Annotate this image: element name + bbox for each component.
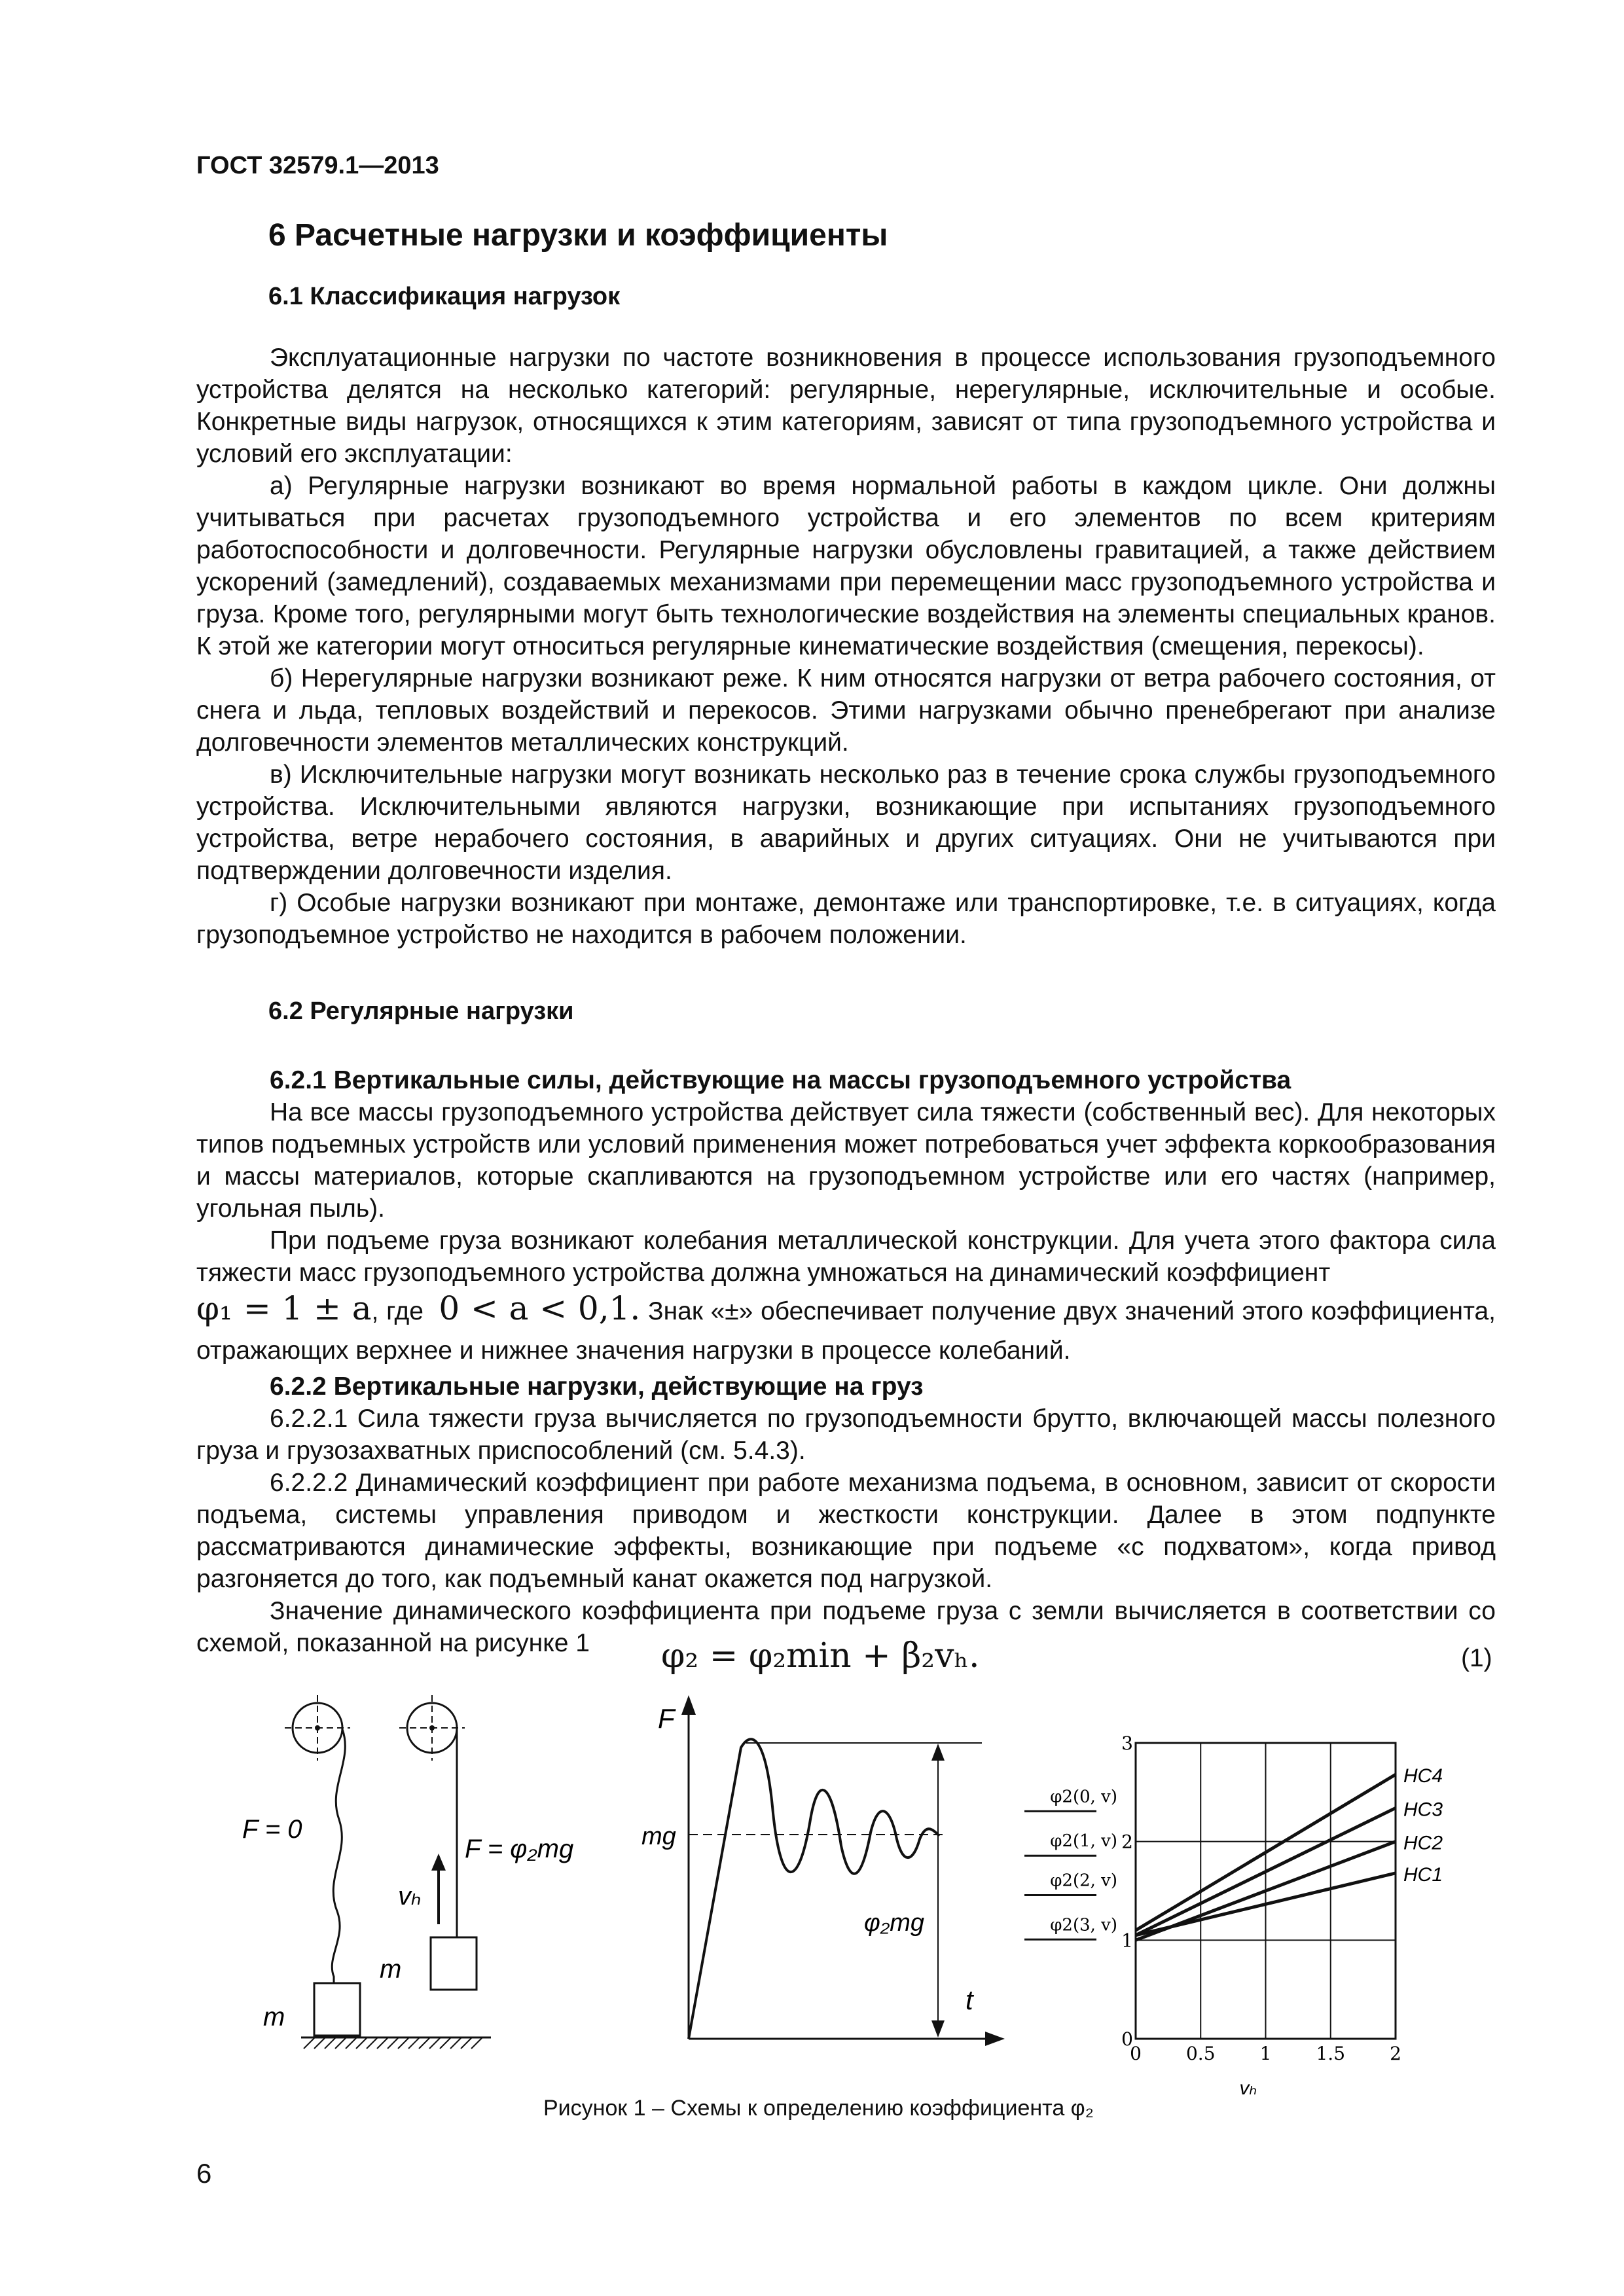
clause-title: 6.2.1 Вертикальные силы, действующие на массы грузоподъемного устройства xyxy=(270,1066,1291,1094)
inline-formula: 0 < a < 0,1. xyxy=(439,1289,641,1327)
series-label: HC3 xyxy=(1403,1799,1443,1821)
paragraph: При подъеме груза возникают колебания металлической конструкции. Для учета этого фактора сила тяжести масс грузоподъемного устройства должна умножаться на динамический коэффициент xyxy=(196,1227,1496,1287)
arrow-down-icon xyxy=(931,2020,945,2037)
label-f0: F = 0 xyxy=(242,1815,302,1844)
x-tick-label: 0.5 xyxy=(1185,2043,1216,2064)
paragraph: 6.2.2.2 Динамический коэффициент при работе механизма подъема, в основном, зависит от скорости подъема, системы управления приводом и жесткости конструкции. Далее в этом подпункте рассматриваются динамические эффекты, возникающие при подъеме «с подхватом», когда привод разгоняется до того, как подъемный канат окажется под нагрузкой. xyxy=(196,1469,1496,1593)
x-tick-label: 0 xyxy=(1130,2043,1142,2064)
subsection-title: 6.1 Классификация нагрузок xyxy=(268,283,621,310)
series-label: HC2 xyxy=(1403,1832,1443,1854)
level-label-phi: φ₂mg xyxy=(864,1909,925,1937)
clause-title: 6.2.2 Вертикальные нагрузки, действующие на груз xyxy=(270,1372,924,1401)
row-label: φ2(2, v) xyxy=(1050,1871,1117,1891)
page-number: 6 xyxy=(196,2158,212,2189)
figure-1 xyxy=(242,1676,1558,2099)
row-label: φ2(1, v) xyxy=(1050,1831,1117,1852)
ground-hatch xyxy=(304,2038,482,2049)
arrow-up-icon xyxy=(681,1695,696,1715)
load-box xyxy=(431,1937,477,1990)
subsection-title: 6.2 Регулярные нагрузки xyxy=(268,997,574,1025)
paragraph: 6.2.2.1 Сила тяжести груза вычисляется по грузоподъемности брутто, включающей массы полезного груза и грузозахватных приспособлений (см. 5.4.3). xyxy=(196,1405,1496,1465)
paragraph xyxy=(196,1289,1496,1371)
inline-text: Знак «±» обеспечивает получение двух значений этого коэффициента, отражающих верхнее и нижнее значения нагрузки в процессе колебаний. xyxy=(196,1297,1496,1365)
arrow-up-icon xyxy=(431,1854,446,1871)
label-mass: m xyxy=(380,1955,402,1984)
paragraph: б) Нерегулярные нагрузки возникают реже. К ним относятся нагрузки от ветра рабочего состояния, от снега и льда, тепловых воздействий и перекосов. Этими нагрузками обычно пренебрегают при анализе долговечности элементов металлических конструкций. xyxy=(196,664,1496,757)
paragraph: На все массы грузоподъемного устройства действует сила тяжести (собственный вес). Для некоторых типов подъемных устройств или условий применения может потребоваться учет эффекта коркообразования и массы материалов, которые скапливаются на грузоподъемном устройстве или его частях (например, угольная пыль). xyxy=(196,1098,1496,1223)
label-mass: m xyxy=(263,2003,285,2032)
hoist-schema xyxy=(242,1695,573,2049)
y-tick-label: 1 xyxy=(1121,1929,1133,1952)
x-tick-label: 1.5 xyxy=(1316,2043,1346,2064)
response-curve xyxy=(689,1739,939,2039)
x-axis-label: vₕ xyxy=(1239,2077,1257,2099)
paragraph: Значение динамического коэффициента при подъеме груза с земли вычисляется в соответствии со схемой, показанной на рисунке 1 xyxy=(196,1597,1496,1657)
level-label-mg: mg xyxy=(641,1823,676,1850)
arrow-up-icon xyxy=(931,1744,945,1761)
section-title: 6 Расчетные нагрузки и коэффициенты xyxy=(268,218,888,253)
load-box xyxy=(314,1983,360,2036)
row-label: φ2(3, v) xyxy=(1050,1915,1117,1935)
label-force: F = φ₂mg xyxy=(465,1835,574,1863)
slack-rope xyxy=(332,1729,345,1983)
series-label: HC4 xyxy=(1403,1765,1443,1787)
x-tick-label: 1 xyxy=(1259,2043,1272,2064)
inline-formula: φ₁ = 1 ± a xyxy=(196,1289,372,1327)
series-label: HC1 xyxy=(1403,1863,1443,1886)
arrow-right-icon xyxy=(985,2032,1005,2046)
label-vh: vₕ xyxy=(398,1882,422,1910)
paragraph: г) Особые нагрузки возникают при монтаже, демонтаже или транспортировке, т.е. в ситуациях, когда грузоподъемное устройство не находится в рабочем положении. xyxy=(196,889,1496,949)
equation: φ₂ = φ₂min + β₂vₕ. xyxy=(661,1636,980,1676)
classification-text xyxy=(196,342,1496,951)
row-label: φ2(0, v) xyxy=(1050,1787,1117,1807)
figure-caption: Рисунок 1 – Схемы к определению коэффициента φ₂ xyxy=(543,2096,1094,2121)
document-header: ГОСТ 32579.1—2013 xyxy=(196,152,439,179)
y-tick-label: 2 xyxy=(1121,1831,1133,1853)
axis-label-t: t xyxy=(965,1984,973,2015)
regular-loads-text xyxy=(196,1064,1496,1659)
paragraph: а) Регулярные нагрузки возникают во время нормальной работы в каждом цикле. Они должны учитываться при расчетах грузоподъемного устройства и его элементов по всем критериям работоспособности и долговечности. Регулярные нагрузки обусловлены гравитацией, а также действием ускорений (замедлений), создаваемых механизмами при перемещении масс грузоподъемного устройства и груза. Кроме того, регулярными могут быть технологические воздействия на элементы специальных кранов. К этой же категории могут относиться регулярные кинематические воздействия (смещения, перекосы). xyxy=(196,472,1496,660)
paragraph: в) Исключительные нагрузки могут возникать несколько раз в течение срока службы грузоподъемного устройства. Исключительными являются нагрузки, возникающие при испытаниях грузоподъемного устройства, ветре нерабочего состояния, в аварийных и других ситуациях. Они не учитываются при подтверждении долговечности изделия. xyxy=(196,761,1496,885)
y-tick-label: 3 xyxy=(1121,1732,1133,1754)
inline-text: , где xyxy=(371,1297,424,1325)
x-tick-label: 2 xyxy=(1390,2043,1401,2064)
pulley-icon xyxy=(399,1695,465,1761)
axis-label-f: F xyxy=(658,1703,675,1734)
time-response-plot xyxy=(641,1695,1005,2046)
equation-number: (1) xyxy=(1461,1644,1492,1672)
y-tick-label: 0 xyxy=(1121,2028,1133,2050)
paragraph: Эксплуатационные нагрузки по частоте возникновения в процессе использования грузоподъемного устройства делятся на несколько категорий: регулярные, нерегулярные, исключительные и особые. Конкретные виды нагрузок, относящихся к этим категориям, зависят от типа грузоподъемного устройства и условий его эксплуатации: xyxy=(196,344,1496,468)
pulley-icon xyxy=(285,1695,350,1761)
coefficient-chart xyxy=(1024,1732,1443,2099)
